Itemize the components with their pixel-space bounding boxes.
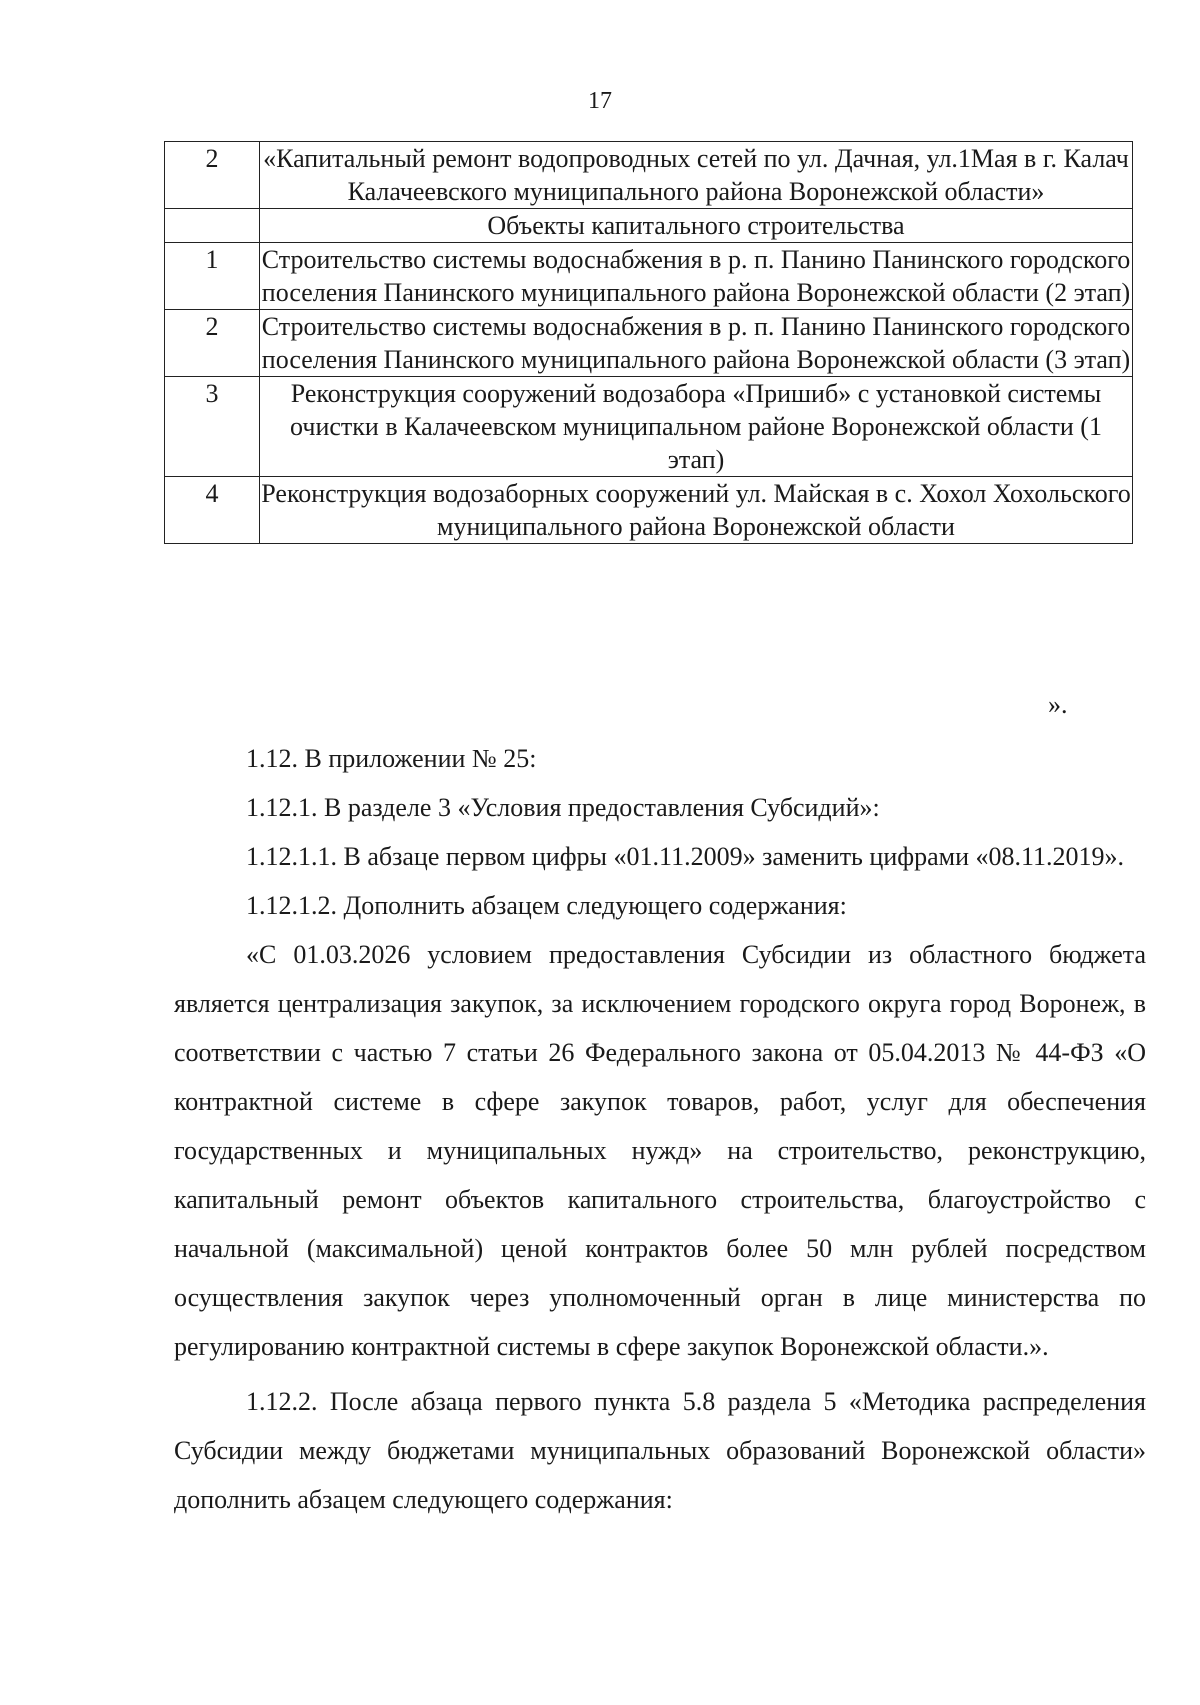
row-text: Реконструкция водозаборных сооружений ул. Майская в с. Хохол Хохольского муниципального района Воронежской области [260, 477, 1133, 544]
row-text: Реконструкция сооружений водозабора «Пришиб» с установкой системы очистки в Калачеевском муниципальном районе Воронежской области (1 этап) [260, 377, 1133, 477]
section-heading: Объекты капитального строительства [260, 209, 1133, 243]
paragraph-1-12-1-2: 1.12.1.2. Дополнить абзацем следующего содержания: [246, 891, 847, 920]
row-number: 2 [165, 310, 260, 377]
table-row [165, 377, 1133, 477]
row-text: «Капитальный ремонт водопроводных сетей по ул. Дачная, ул.1Мая в г. Калач Калачеевского муниципального района Воронежской области» [260, 142, 1133, 209]
table-row [165, 142, 1133, 209]
table-closing-quote: ». [1048, 690, 1068, 719]
objects-table [164, 141, 1133, 544]
table-row [165, 310, 1133, 377]
row-text: Строительство системы водоснабжения в р. п. Панино Панинского городского поселения Панинского муниципального района Воронежской области (3 этап) [260, 310, 1133, 377]
row-text: Строительство системы водоснабжения в р. п. Панино Панинского городского поселения Панинского муниципального района Воронежской области (2 этап) [260, 243, 1133, 310]
row-number: 3 [165, 377, 260, 477]
row-number: 2 [165, 142, 260, 209]
paragraph-1-12-1-1: 1.12.1.1. В абзаце первом цифры «01.11.2009» заменить цифрами «08.11.2019». [246, 842, 1125, 871]
paragraph-quoted-addition: «С 01.03.2026 условием предоставления Субсидии из областного бюджета является централизация закупок, за исключением городского округа город Воронеж, в соответствии с частью 7 статьи 26 Федерального закона от 05.04.2013 № 44-ФЗ «О контрактной системе в сфере закупок товаров, работ, услуг для обеспечения государственных и муниципальных нужд» на строительство, реконструкцию, капитальный ремонт объектов капитального строительства, благоустройство с начальной (максимальной) ценой контрактов более 50 млн рублей посредством осуществления закупок через уполномоченный орган в лице министерства по регулированию контрактной системы в сфере закупок Воронежской области.». [174, 940, 1146, 1361]
paragraph-1-12-2: 1.12.2. После абзаца первого пункта 5.8 раздела 5 «Методика распределения Субсидии между бюджетами муниципальных образований Воронежской области» дополнить абзацем следующего содержания: [174, 1387, 1146, 1514]
table-row [165, 477, 1133, 544]
page-number: 17 [588, 88, 612, 114]
table-row [165, 243, 1133, 310]
paragraph-1-12-1: 1.12.1. В разделе 3 «Условия предоставления Субсидий»: [246, 793, 880, 822]
row-number [165, 209, 260, 243]
row-number: 4 [165, 477, 260, 544]
table-row [165, 209, 1133, 243]
row-number: 1 [165, 243, 260, 310]
body-text [174, 734, 1146, 1524]
paragraph-1-12: 1.12. В приложении № 25: [246, 744, 537, 773]
